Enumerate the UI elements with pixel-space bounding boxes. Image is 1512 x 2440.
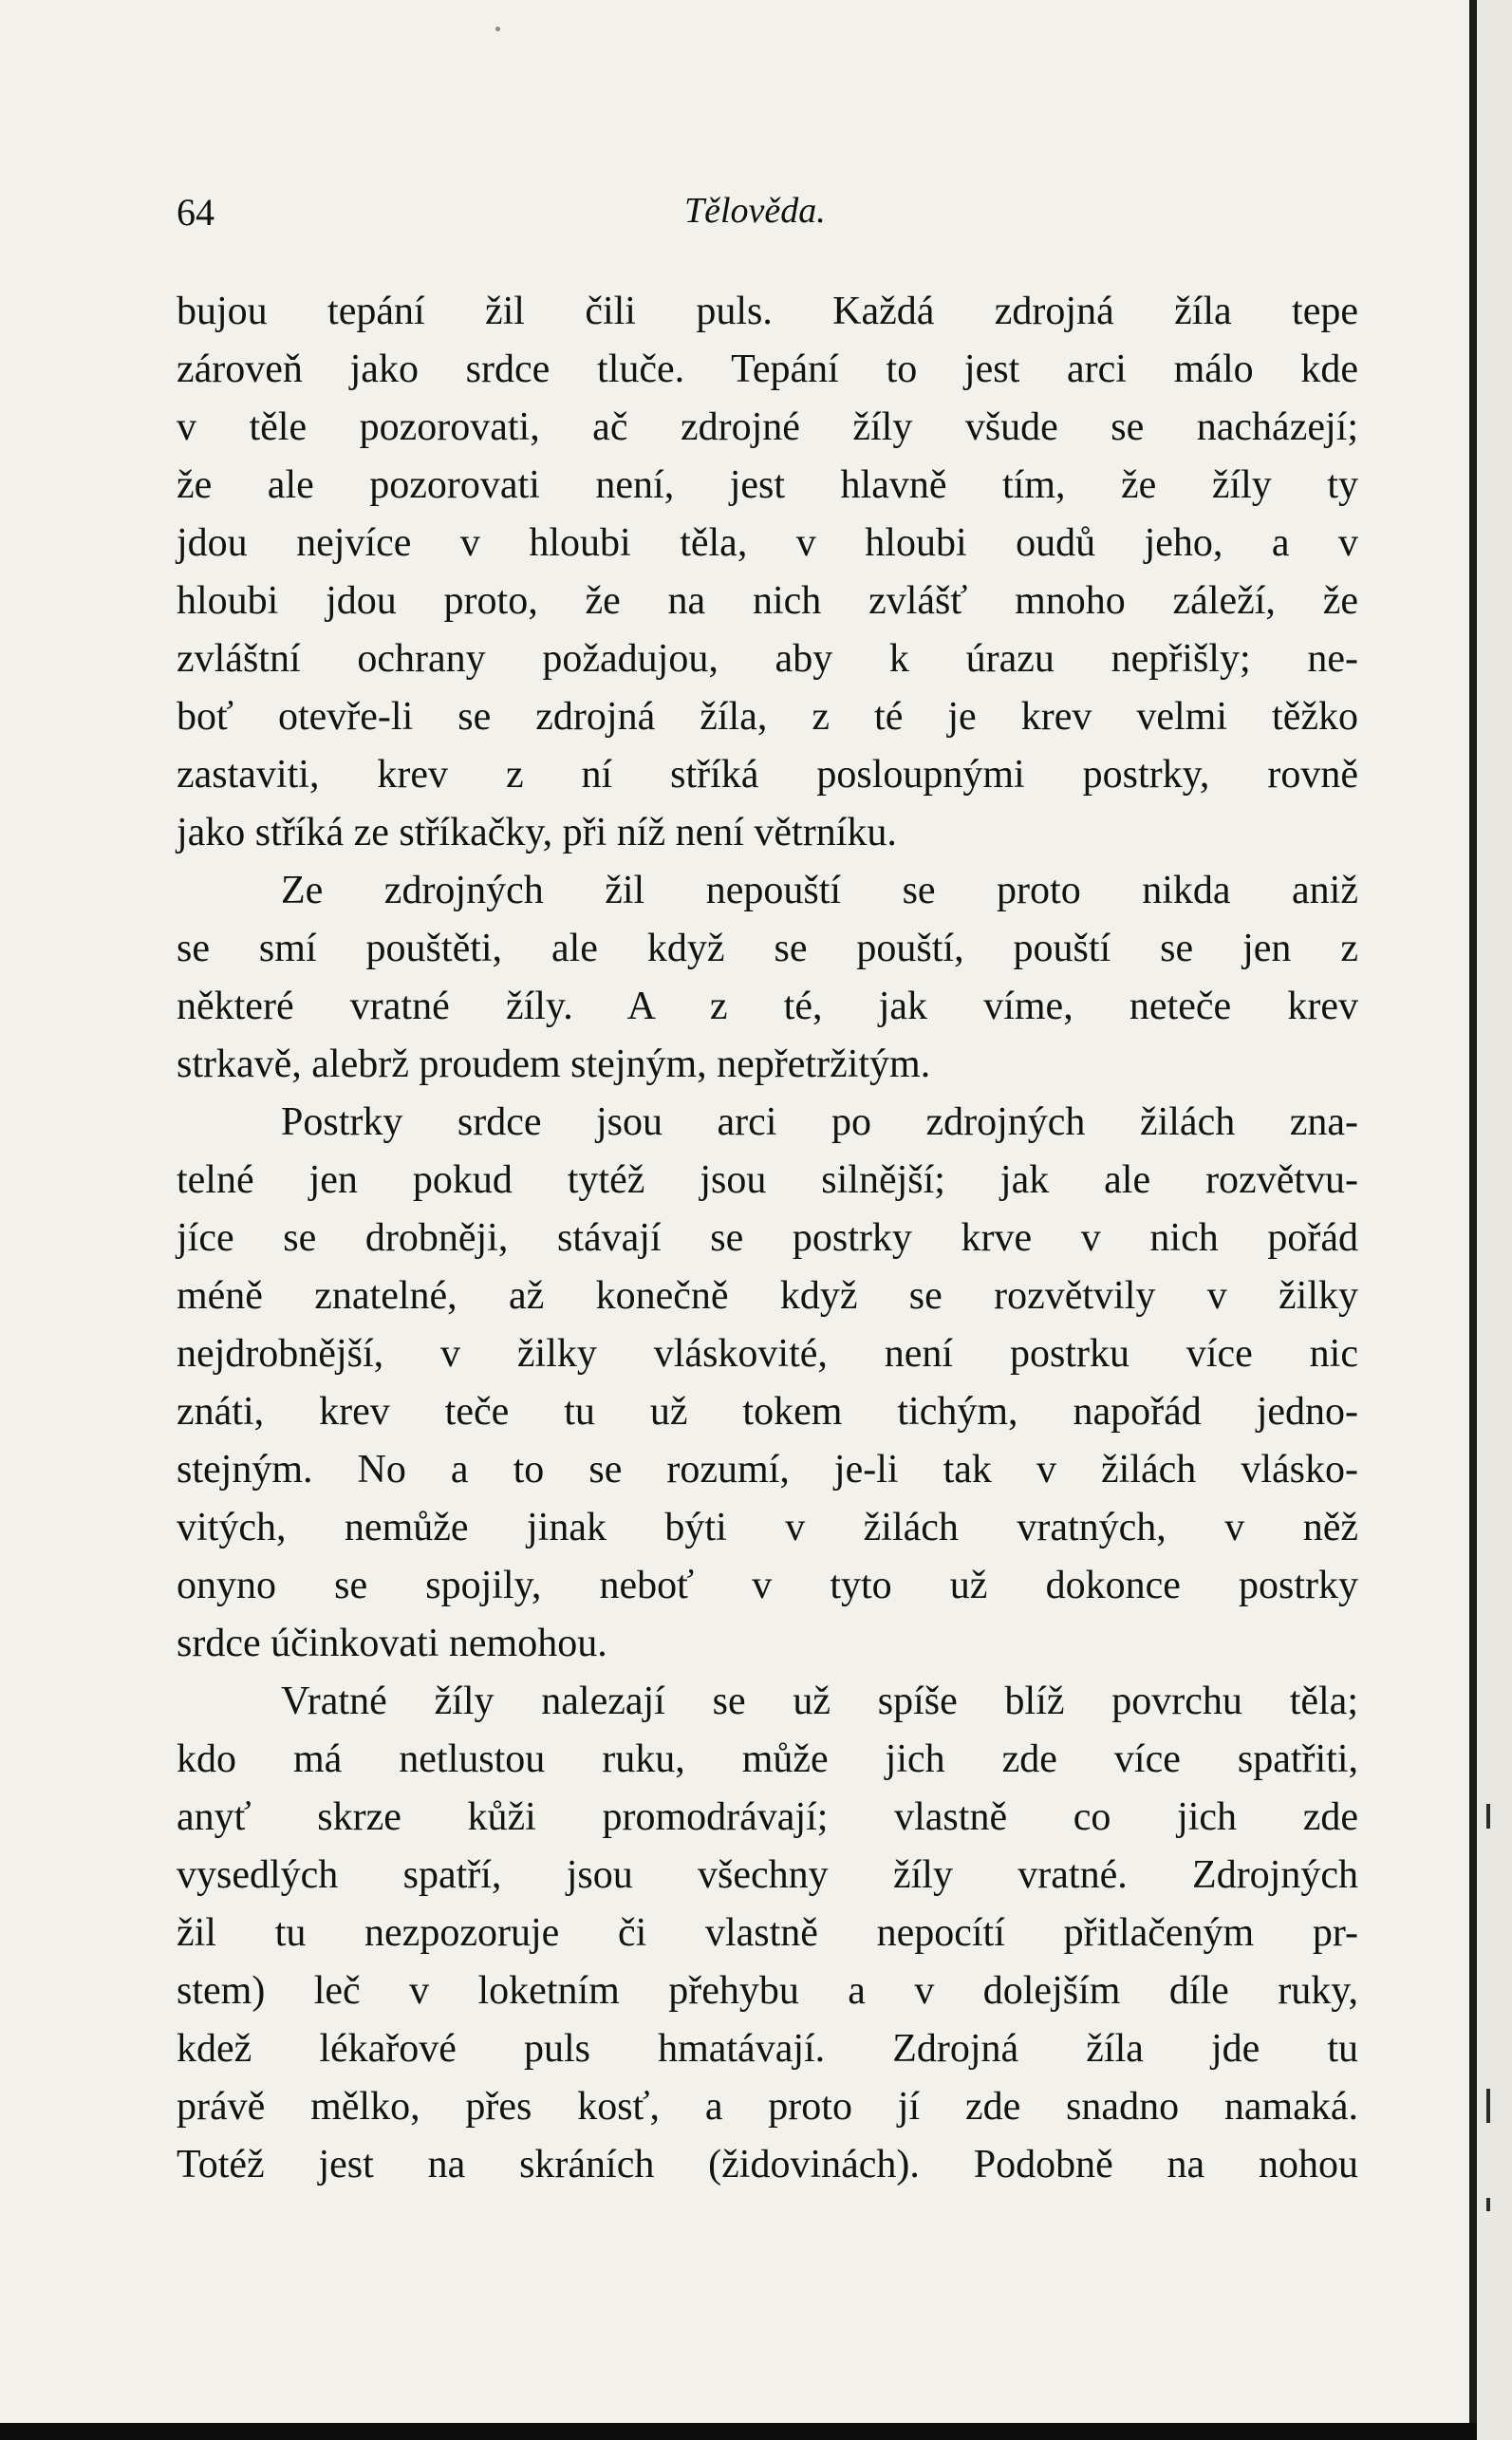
page-number: 64	[177, 191, 215, 234]
text-line: anyť skrze kůži promodrávají; vlastně co jich zde	[177, 1795, 1358, 1839]
running-title: Tělověda.	[684, 191, 826, 231]
text-line: že ale pozorovati není, jest hlavně tím, že žíly ty	[177, 463, 1358, 507]
page-edge-shadow	[1469, 0, 1477, 2423]
scan-mark	[1486, 2198, 1490, 2211]
text-line: jako stříká ze stříkačky, při níž není větrníku.	[177, 811, 897, 854]
text-line: Vratné žíly nalezají se už spíše blíž povrchu těla;	[281, 1680, 1358, 1723]
text-line: jdou nejvíce v hloubi těla, v hloubi oudů jeho, a v	[177, 521, 1358, 565]
text-line: onyno se spojily, neboť v tyto už dokonce postrky	[177, 1564, 1358, 1607]
text-line: v těle pozorovati, ač zdrojné žíly všude se nacházejí;	[177, 405, 1358, 449]
text-line: telné jen pokud tytéž jsou silnější; jak ale rozvětvu-	[177, 1158, 1358, 1202]
text-line: stejným. No a to se rozumí, je-li tak v žilách vlásko-	[177, 1448, 1358, 1492]
text-line: kdež lékařové puls hmatávají. Zdrojná žíla jde tu	[177, 2027, 1358, 2071]
text-line: hloubi jdou proto, že na nich zvlášť mnoho záleží, že	[177, 579, 1358, 623]
text-line: zastaviti, krev z ní stříká posloupnými postrky, rovně	[177, 753, 1358, 797]
text-line: žil tu nezpozoruje či vlastně nepocítí přitlačeným pr-	[177, 1911, 1358, 1955]
text-line: stem) leč v loketním přehybu a v dolejším díle ruky,	[177, 1969, 1358, 2013]
body-text	[177, 283, 1358, 2194]
text-line: jíce se drobněji, stávají se postrky krve v nich pořád	[177, 1216, 1358, 1260]
text-line: se smí pouštěti, ale když se pouští, pouští se jen z	[177, 927, 1358, 970]
text-line: Totéž jest na skráních (židovinách). Podobně na nohou	[177, 2143, 1358, 2187]
text-line: právě mělko, přes kosť, a proto jí zde snadno namaká.	[177, 2085, 1358, 2129]
text-line: některé vratné žíly. A z té, jak víme, neteče krev	[177, 985, 1358, 1028]
text-line: bujou tepání žil čili puls. Každá zdrojná žíla tepe	[177, 290, 1358, 333]
print-speck	[495, 27, 500, 31]
text-line: zároveň jako srdce tluče. Tepání to jest arci málo kde	[177, 347, 1358, 391]
text-line: méně znatelné, až konečně když se rozvětvily v žilky	[177, 1274, 1358, 1318]
page-header	[177, 190, 860, 247]
text-line: vitých, nemůže jinak býti v žilách vratných, v něž	[177, 1506, 1358, 1549]
text-line: kdo má netlustou ruku, může jich zde více spatřiti,	[177, 1737, 1358, 1781]
text-line: znáti, krev teče tu už tokem tichým, napořád jedno-	[177, 1390, 1358, 1434]
text-line: Ze zdrojných žil nepouští se proto nikda aniž	[281, 869, 1358, 912]
text-line: boť otevře-li se zdrojná žíla, z té je krev velmi těžko	[177, 695, 1358, 739]
text-line: srdce účinkovati nemohou.	[177, 1622, 607, 1665]
text-line: strkavě, alebrž proudem stejným, nepřetržitým.	[177, 1042, 931, 1086]
text-line: nejdrobnější, v žilky vláskovité, není postrku více nic	[177, 1332, 1358, 1376]
scan-mark	[1486, 2089, 1490, 2123]
text-line: vysedlých spatří, jsou všechny žíly vratné. Zdrojných	[177, 1853, 1358, 1897]
text-line: zvláštní ochrany požadujou, aby k úrazu nepřišly; ne-	[177, 637, 1358, 681]
scan-mark	[1486, 1804, 1490, 1829]
text-line: Postrky srdce jsou arci po zdrojných žilách zna-	[281, 1100, 1358, 1144]
scan-margin-strip	[1477, 0, 1512, 2440]
